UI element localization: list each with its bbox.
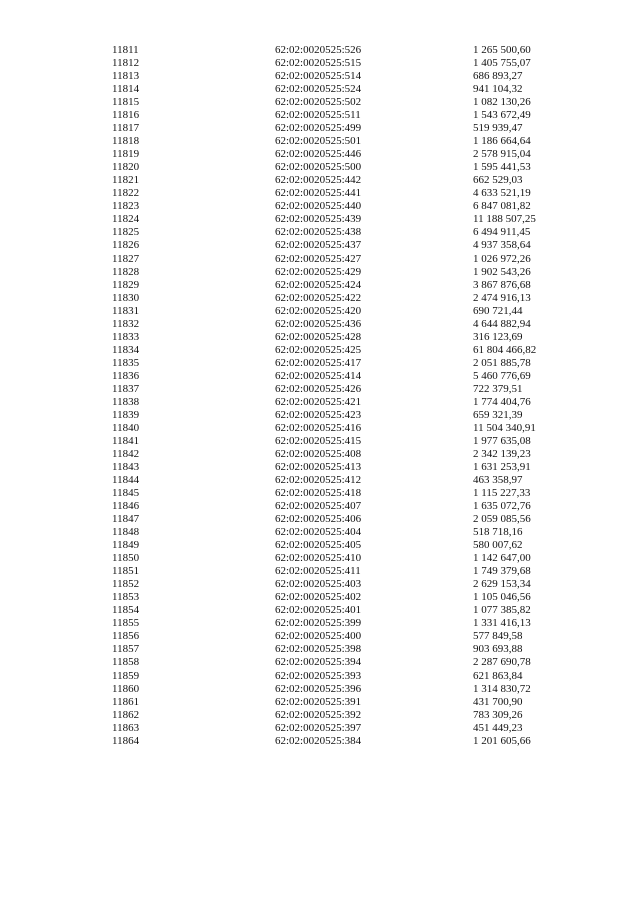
row-number: 11841: [112, 434, 140, 447]
table-row: [0, 96, 640, 109]
table-row: [0, 513, 640, 526]
cadastral-number: 62:02:0020525:438: [275, 226, 362, 239]
cadastral-number: 62:02:0020525:421: [275, 395, 362, 408]
cadastral-value: 686 893,27: [473, 70, 523, 83]
row-number: 11828: [112, 265, 140, 278]
table-row: [0, 578, 640, 591]
table-row: [0, 409, 640, 422]
cadastral-value: 1 635 072,76: [473, 500, 531, 513]
table-row: [0, 253, 640, 266]
cadastral-number: 62:02:0020525:428: [275, 330, 362, 343]
cadastral-value: 662 529,03: [473, 174, 523, 187]
cadastral-number: 62:02:0020525:524: [275, 83, 362, 96]
cadastral-number: 62:02:0020525:439: [275, 213, 362, 226]
cadastral-value: 4 937 358,64: [473, 239, 531, 252]
row-number: 11826: [112, 239, 140, 252]
table-row: [0, 552, 640, 565]
table-row: [0, 174, 640, 187]
row-number: 11837: [112, 382, 140, 395]
cadastral-number: 62:02:0020525:526: [275, 44, 362, 56]
cadastral-number: 62:02:0020525:397: [275, 721, 362, 734]
table-row: [0, 331, 640, 344]
cadastral-value: 3 867 876,68: [473, 278, 531, 291]
cadastral-value: 1 631 253,91: [473, 461, 531, 473]
cadastral-value: 431 700,90: [473, 695, 523, 708]
cadastral-value: 2 629 153,34: [473, 578, 531, 591]
cadastral-value: 941 104,32: [473, 83, 523, 96]
row-number: 11831: [112, 304, 140, 317]
cadastral-number: 62:02:0020525:402: [275, 591, 362, 604]
row-number: 11824: [112, 213, 140, 226]
row-number: 11819: [112, 148, 140, 161]
table-row: [0, 474, 640, 487]
cadastral-value: 1 077 385,82: [473, 604, 531, 617]
cadastral-number: 62:02:0020525:514: [275, 70, 362, 83]
row-number: 11846: [112, 500, 140, 513]
row-number: 11838: [112, 395, 140, 408]
cadastral-number: 62:02:0020525:405: [275, 539, 362, 552]
table-row: [0, 344, 640, 357]
cadastral-number: 62:02:0020525:424: [275, 278, 362, 291]
cadastral-number: 62:02:0020525:446: [275, 148, 362, 161]
table-row: [0, 161, 640, 174]
row-number: 11854: [112, 604, 140, 617]
table-row: [0, 383, 640, 396]
table-row: [0, 722, 640, 735]
cadastral-number: 62:02:0020525:425: [275, 343, 362, 356]
cadastral-value: 6 494 911,45: [473, 226, 531, 239]
row-number: 11827: [112, 252, 140, 265]
cadastral-value: 463 358,97: [473, 474, 523, 487]
cadastral-number: 62:02:0020525:499: [275, 122, 362, 135]
cadastral-number: 62:02:0020525:408: [275, 447, 362, 460]
cadastral-value-table: [0, 44, 640, 748]
row-number: 11844: [112, 474, 140, 487]
row-number: 11860: [112, 682, 140, 695]
table-row: [0, 683, 640, 696]
cadastral-value: 1 405 755,07: [473, 57, 531, 70]
row-number: 11843: [112, 461, 140, 473]
cadastral-value: 1 142 647,00: [473, 552, 531, 565]
cadastral-value: 690 721,44: [473, 304, 523, 317]
cadastral-value: 61 804 466,82: [473, 343, 537, 356]
cadastral-value: 659 321,39: [473, 408, 523, 421]
cadastral-value: 577 849,58: [473, 630, 523, 643]
table-row: [0, 448, 640, 461]
table-row: [0, 292, 640, 305]
table-row: [0, 735, 640, 748]
table-row: [0, 643, 640, 656]
cadastral-value: 783 309,26: [473, 708, 523, 721]
cadastral-value: 1 026 972,26: [473, 252, 531, 265]
row-number: 11861: [112, 695, 140, 708]
cadastral-value: 2 342 139,23: [473, 447, 531, 460]
cadastral-value: 1 902 543,26: [473, 265, 531, 278]
row-number: 11822: [112, 187, 140, 200]
row-number: 11857: [112, 643, 140, 656]
table-row: [0, 187, 640, 200]
cadastral-number: 62:02:0020525:415: [275, 434, 362, 447]
cadastral-number: 62:02:0020525:410: [275, 552, 362, 565]
cadastral-value: 6 847 081,82: [473, 200, 531, 213]
row-number: 11820: [112, 161, 140, 174]
row-number: 11852: [112, 578, 140, 591]
cadastral-value: 1 595 441,53: [473, 161, 531, 174]
cadastral-number: 62:02:0020525:436: [275, 317, 362, 330]
cadastral-number: 62:02:0020525:407: [275, 500, 362, 513]
cadastral-number: 62:02:0020525:391: [275, 695, 362, 708]
row-number: 11862: [112, 708, 140, 721]
row-number: 11816: [112, 109, 140, 122]
cadastral-value: 316 123,69: [473, 330, 523, 343]
cadastral-number: 62:02:0020525:500: [275, 161, 362, 174]
cadastral-value: 2 287 690,78: [473, 656, 531, 669]
row-number: 11863: [112, 721, 140, 734]
cadastral-number: 62:02:0020525:396: [275, 682, 362, 695]
table-row: [0, 83, 640, 96]
table-row: [0, 670, 640, 683]
cadastral-number: 62:02:0020525:417: [275, 356, 362, 369]
table-row: [0, 109, 640, 122]
cadastral-value: 2 474 916,13: [473, 291, 531, 304]
table-row: [0, 565, 640, 578]
cadastral-number: 62:02:0020525:441: [275, 187, 362, 200]
cadastral-value: 1 201 605,66: [473, 734, 531, 747]
table-row: [0, 604, 640, 617]
row-number: 11864: [112, 734, 140, 747]
cadastral-value: 2 578 915,04: [473, 148, 531, 161]
table-row: [0, 279, 640, 292]
table-row: [0, 57, 640, 70]
table-row: [0, 239, 640, 252]
cadastral-number: 62:02:0020525:511: [275, 109, 361, 122]
table-row: [0, 266, 640, 279]
row-number: 11847: [112, 513, 140, 526]
cadastral-value: 1 749 379,68: [473, 565, 531, 578]
cadastral-value: 451 449,23: [473, 721, 523, 734]
cadastral-value: 1 082 130,26: [473, 96, 531, 109]
cadastral-number: 62:02:0020525:403: [275, 578, 362, 591]
cadastral-number: 62:02:0020525:401: [275, 604, 362, 617]
cadastral-number: 62:02:0020525:404: [275, 526, 362, 539]
cadastral-number: 62:02:0020525:406: [275, 513, 362, 526]
row-number: 11813: [112, 70, 140, 83]
row-number: 11842: [112, 447, 140, 460]
cadastral-number: 62:02:0020525:423: [275, 408, 362, 421]
row-number: 11856: [112, 630, 140, 643]
row-number: 11853: [112, 591, 140, 604]
table-row: [0, 526, 640, 539]
cadastral-value: 1 774 404,76: [473, 395, 531, 408]
row-number: 11855: [112, 617, 140, 630]
row-number: 11848: [112, 526, 140, 539]
cadastral-number: 62:02:0020525:502: [275, 96, 362, 109]
table-row: [0, 591, 640, 604]
table-row: [0, 148, 640, 161]
row-number: 11823: [112, 200, 140, 213]
cadastral-value: 11 504 340,91: [473, 421, 536, 434]
row-number: 11830: [112, 291, 140, 304]
cadastral-value: 518 718,16: [473, 526, 523, 539]
row-number: 11811: [112, 44, 139, 56]
cadastral-number: 62:02:0020525:412: [275, 474, 362, 487]
cadastral-number: 62:02:0020525:413: [275, 461, 362, 473]
cadastral-number: 62:02:0020525:429: [275, 265, 362, 278]
row-number: 11833: [112, 330, 140, 343]
table-row: [0, 226, 640, 239]
cadastral-number: 62:02:0020525:393: [275, 669, 362, 682]
row-number: 11814: [112, 83, 140, 96]
cadastral-value: 1 115 227,33: [473, 487, 531, 500]
row-number: 11840: [112, 421, 140, 434]
cadastral-value: 903 693,88: [473, 643, 523, 656]
row-number: 11839: [112, 408, 140, 421]
cadastral-number: 62:02:0020525:501: [275, 135, 362, 148]
cadastral-number: 62:02:0020525:384: [275, 734, 362, 747]
table-row: [0, 200, 640, 213]
cadastral-number: 62:02:0020525:442: [275, 174, 362, 187]
row-number: 11836: [112, 369, 140, 382]
cadastral-value: 1 977 635,08: [473, 434, 531, 447]
cadastral-number: 62:02:0020525:426: [275, 382, 362, 395]
cadastral-value: 1 543 672,49: [473, 109, 531, 122]
row-number: 11851: [112, 565, 140, 578]
cadastral-value: 4 633 521,19: [473, 187, 531, 200]
table-row: [0, 487, 640, 500]
cadastral-value: 1 331 416,13: [473, 617, 531, 630]
cadastral-number: 62:02:0020525:427: [275, 252, 362, 265]
cadastral-value: 11 188 507,25: [473, 213, 536, 226]
row-number: 11818: [112, 135, 140, 148]
table-row: [0, 370, 640, 383]
row-number: 11815: [112, 96, 140, 109]
row-number: 11834: [112, 343, 140, 356]
cadastral-value: 621 863,84: [473, 669, 523, 682]
cadastral-number: 62:02:0020525:394: [275, 656, 362, 669]
cadastral-value: 1 105 046,56: [473, 591, 531, 604]
table-row: [0, 617, 640, 630]
row-number: 11849: [112, 539, 140, 552]
cadastral-number: 62:02:0020525:418: [275, 487, 362, 500]
row-number: 11845: [112, 487, 140, 500]
cadastral-value: 1 314 830,72: [473, 682, 531, 695]
cadastral-value: 580 007,62: [473, 539, 523, 552]
cadastral-value: 4 644 882,94: [473, 317, 531, 330]
table-row: [0, 44, 640, 57]
table-row: [0, 500, 640, 513]
row-number: 11821: [112, 174, 140, 187]
cadastral-value: 5 460 776,69: [473, 369, 531, 382]
row-number: 11817: [112, 122, 140, 135]
cadastral-number: 62:02:0020525:440: [275, 200, 362, 213]
row-number: 11835: [112, 356, 140, 369]
cadastral-number: 62:02:0020525:422: [275, 291, 362, 304]
cadastral-number: 62:02:0020525:400: [275, 630, 362, 643]
row-number: 11829: [112, 278, 140, 291]
row-number: 11859: [112, 669, 140, 682]
table-row: [0, 135, 640, 148]
cadastral-number: 62:02:0020525:398: [275, 643, 362, 656]
cadastral-value: 519 939,47: [473, 122, 523, 135]
table-row: [0, 656, 640, 669]
table-row: [0, 709, 640, 722]
cadastral-value: 722 379,51: [473, 382, 523, 395]
cadastral-value: 1 265 500,60: [473, 44, 531, 56]
table-row: [0, 122, 640, 135]
cadastral-number: 62:02:0020525:411: [275, 565, 361, 578]
row-number: 11812: [112, 57, 140, 70]
table-row: [0, 696, 640, 709]
cadastral-number: 62:02:0020525:414: [275, 369, 362, 382]
cadastral-number: 62:02:0020525:392: [275, 708, 362, 721]
table-row: [0, 461, 640, 474]
row-number: 11850: [112, 552, 140, 565]
table-row: [0, 318, 640, 331]
table-row: [0, 422, 640, 435]
cadastral-number: 62:02:0020525:420: [275, 304, 362, 317]
cadastral-value: 2 051 885,78: [473, 356, 531, 369]
table-row: [0, 305, 640, 318]
table-row: [0, 70, 640, 83]
cadastral-number: 62:02:0020525:399: [275, 617, 362, 630]
row-number: 11858: [112, 656, 140, 669]
table-row: [0, 539, 640, 552]
table-row: [0, 357, 640, 370]
cadastral-value: 2 059 085,56: [473, 513, 531, 526]
table-row: [0, 435, 640, 448]
cadastral-number: 62:02:0020525:416: [275, 421, 362, 434]
table-row: [0, 396, 640, 409]
table-row: [0, 630, 640, 643]
row-number: 11825: [112, 226, 140, 239]
cadastral-number: 62:02:0020525:515: [275, 57, 362, 70]
table-row: [0, 213, 640, 226]
row-number: 11832: [112, 317, 140, 330]
cadastral-number: 62:02:0020525:437: [275, 239, 362, 252]
cadastral-value: 1 186 664,64: [473, 135, 531, 148]
